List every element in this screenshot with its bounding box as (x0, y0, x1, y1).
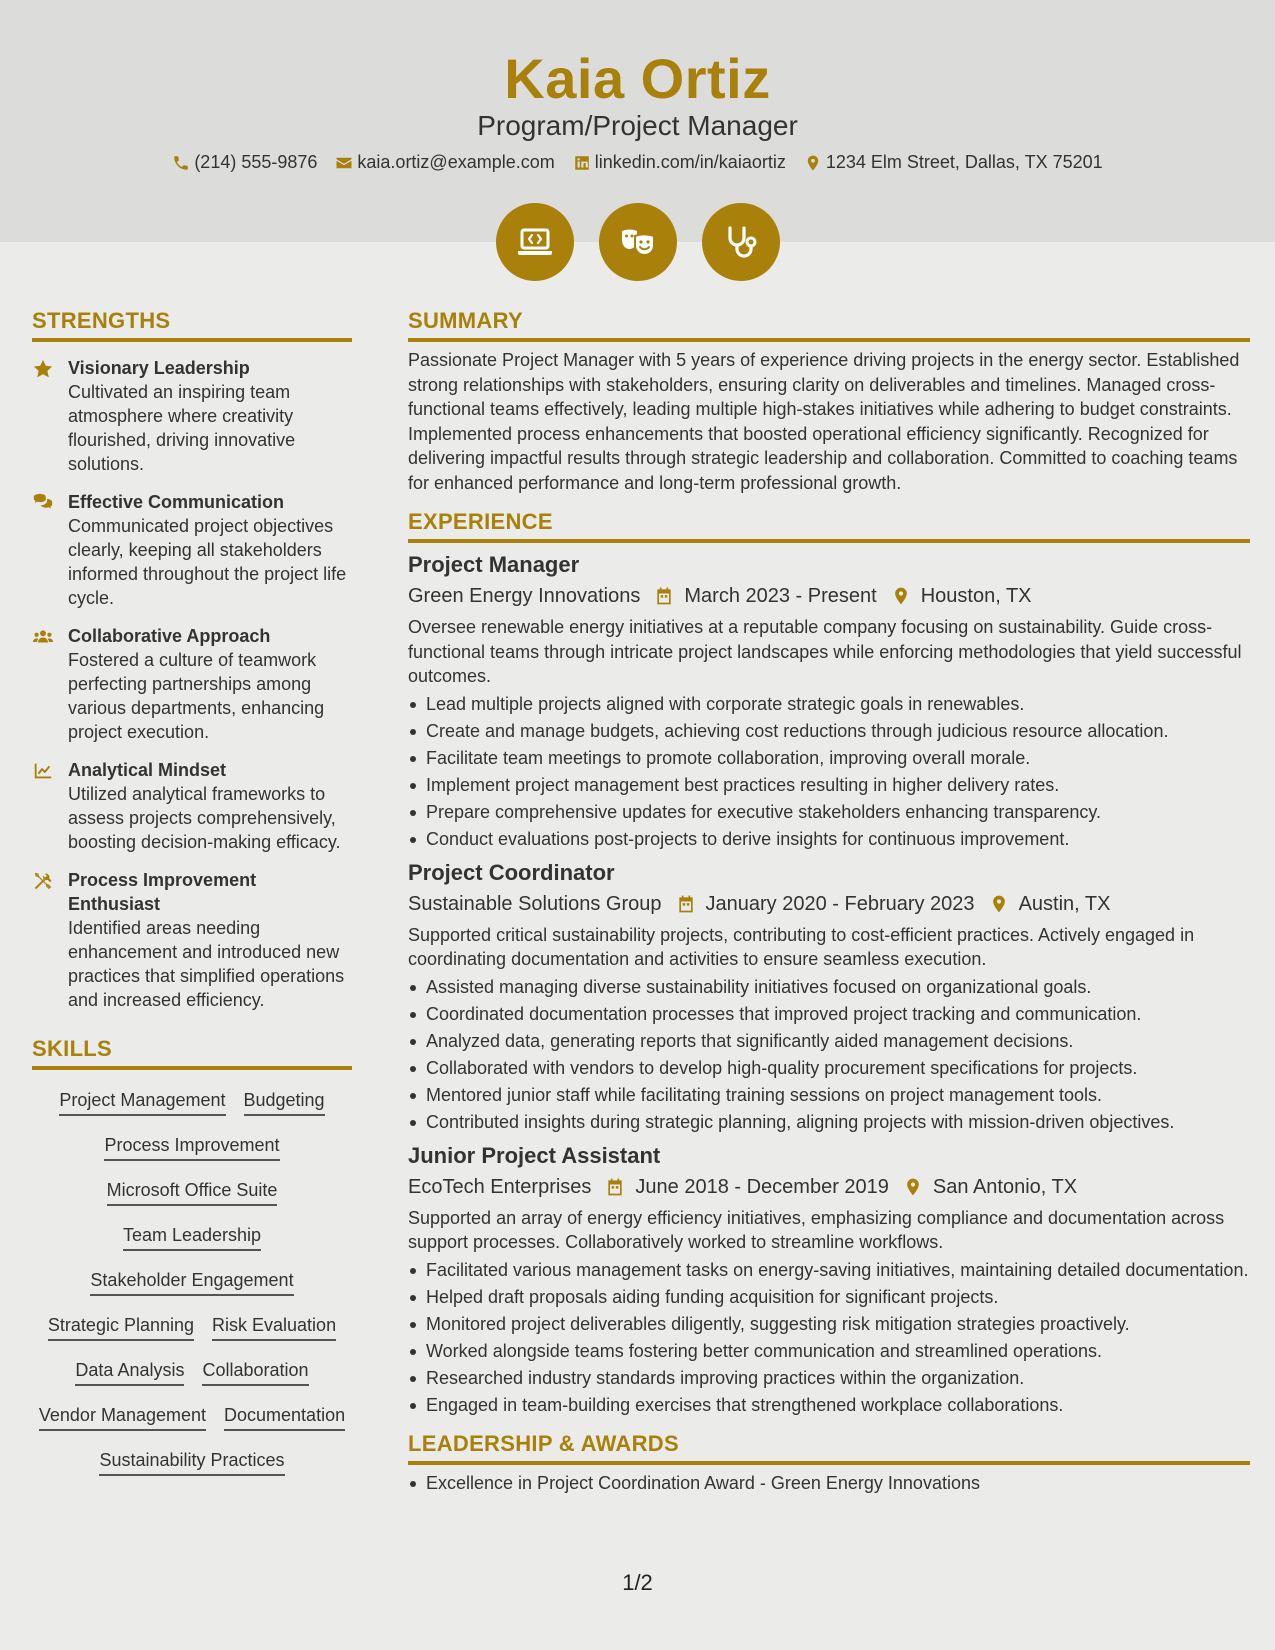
list-item: Facilitated various management tasks on energy-saving initiatives, maintaining detailed documentation. (408, 1258, 1250, 1282)
phone-icon (172, 154, 190, 172)
job-title: Project Manager (408, 552, 580, 577)
skills-heading: SKILLS (32, 1036, 352, 1070)
job-description: Supported critical sustainability projects, contributing to cost-efficient practices. Actively engaged in coordinating documentation and activities to ensure seamless execution. (408, 924, 1195, 969)
laptop-code-badge (496, 203, 574, 281)
strength-name: Effective Communication (68, 492, 285, 512)
strengths-heading: STRENGTHS (32, 308, 352, 342)
job-entry (408, 859, 1250, 1134)
job-meta (408, 891, 1250, 917)
strength-item (32, 868, 352, 1012)
job-title: Junior Project Assistant (408, 1142, 661, 1168)
users-icon (32, 626, 54, 648)
envelope-icon (335, 154, 353, 172)
skill-tag: Vendor Management (39, 1405, 206, 1431)
job-meta (408, 583, 1250, 609)
list-item: Worked alongside teams fostering better communication and streamlined operations. (408, 1339, 1250, 1363)
candidate-title: Program/Project Manager (477, 110, 798, 141)
summary-heading: SUMMARY (408, 308, 1250, 342)
contact-bar (0, 152, 1275, 173)
job-meta (408, 1174, 1250, 1200)
map-marker-icon (903, 1177, 923, 1197)
stethoscope-icon (721, 222, 761, 262)
right-column (408, 308, 1250, 1495)
tools-icon (32, 870, 54, 892)
job-company: EcoTech Enterprises (408, 1175, 592, 1198)
laptop-code-icon (515, 222, 555, 262)
job-bullets (408, 692, 1250, 851)
strength-name: Process Improvement Enthusiast (68, 870, 257, 914)
job-description: Oversee renewable energy initiatives at a reputable company focusing on sustainability. Guide cross-functional teams through intricate project landscapes while enforcing methodologies that yield successful outcomes. (408, 617, 1242, 686)
strength-desc: Fostered a culture of teamwork perfecting partnerships among various departments, enhancing project execution. (68, 650, 325, 742)
contact-linkedin[interactable] (573, 152, 786, 173)
linkedin-icon (573, 154, 591, 172)
list-item: Mentored junior staff while facilitating training sessions on project management tools. (408, 1083, 1250, 1107)
list-item: Coordinated documentation processes that improved project tracking and communication. (408, 1002, 1250, 1026)
job-company: Green Energy Innovations (408, 585, 641, 607)
chart-line-icon (32, 760, 54, 782)
strength-desc: Utilized analytical frameworks to assess projects comprehensively, boosting decision-making efficacy. (68, 784, 341, 852)
list-item: Contributed insights during strategic planning, aligning projects with mission-driven objectives. (408, 1110, 1250, 1134)
list-item: Facilitate team meetings to promote collaboration, improving overall morale. (408, 746, 1250, 770)
list-item: Assisted managing diverse sustainability initiatives focused on organizational goals. (408, 975, 1250, 999)
theater-masks-icon (618, 222, 658, 262)
address-text: 1234 Elm Street, Dallas, TX 75201 (825, 152, 1103, 172)
strength-name: Collaborative Approach (68, 626, 271, 646)
strength-item (32, 624, 352, 744)
map-marker-icon (804, 154, 822, 172)
list-item: Researched industry standards improving practices within the organization. (408, 1366, 1250, 1390)
list-item: Implement project management best practices resulting in higher delivery rates. (408, 773, 1250, 797)
job-company: Sustainable Solutions Group (408, 892, 662, 915)
list-item: Prepare comprehensive updates for executive stakeholders enhancing transparency. (408, 800, 1250, 824)
list-item: Engaged in team-building exercises that strengthened workplace collaborations. (408, 1393, 1250, 1417)
calendar-icon (605, 1177, 625, 1197)
experience-heading: EXPERIENCE (408, 509, 1250, 543)
skill-tag: Budgeting (244, 1090, 325, 1116)
skill-tag: Risk Evaluation (212, 1315, 336, 1341)
strength-item (32, 490, 352, 610)
list-item: Analyzed data, generating reports that significantly aided management decisions. (408, 1029, 1250, 1053)
list-item: Monitored project deliverables diligently, suggesting risk mitigation strategies proactively. (408, 1312, 1250, 1336)
strength-item (32, 356, 352, 476)
comments-icon (32, 492, 54, 514)
job-location: Houston, TX (920, 585, 1032, 607)
stethoscope-badge (702, 203, 780, 281)
skill-tag: Sustainability Practices (99, 1450, 284, 1476)
email-text: kaia.ortiz@example.com (357, 152, 555, 172)
linkedin-text: linkedin.com/in/kaiaortiz (594, 152, 786, 172)
strength-name: Analytical Mindset (68, 760, 227, 780)
list-item: Helped draft proposals aiding funding acquisition for significant projects. (408, 1285, 1250, 1309)
theater-masks-badge (599, 203, 677, 281)
job-location: San Antonio, TX (932, 1175, 1078, 1198)
strength-desc: Cultivated an inspiring team atmosphere where creativity flourished, driving innovative solutions. (68, 382, 296, 474)
skill-tag: Documentation (224, 1405, 345, 1431)
job-description: Supported an array of energy efficiency initiatives, emphasizing compliance and documentation across support processes. Collaboratively worked to streamline workflows. (408, 1207, 1225, 1252)
job-dates: January 2020 - February 2023 (705, 892, 975, 915)
job-dates: June 2018 - December 2019 (635, 1175, 889, 1198)
page-number: 1/2 (622, 1570, 653, 1595)
skill-tag: Team Leadership (123, 1225, 261, 1251)
list-item: Create and manage budgets, achieving cost reductions through judicious resource allocation. (408, 719, 1250, 743)
star-icon (32, 358, 54, 380)
contact-phone[interactable] (172, 152, 317, 173)
skill-tag: Microsoft Office Suite (107, 1180, 278, 1206)
skill-tag: Data Analysis (75, 1360, 184, 1386)
skill-tag: Stakeholder Engagement (90, 1270, 293, 1296)
skills-list (32, 1090, 352, 1476)
map-marker-icon (989, 894, 1009, 914)
calendar-icon (654, 586, 674, 606)
awards-list (408, 1471, 1250, 1495)
job-title: Project Coordinator (408, 859, 615, 885)
list-item: Conduct evaluations post-projects to derive insights for continuous improvement. (408, 827, 1250, 851)
strength-desc: Communicated project objectives clearly, keeping all stakeholders informed throughout the project life cycle. (68, 516, 347, 608)
skill-tag: Collaboration (202, 1360, 308, 1386)
job-entry (408, 551, 1250, 851)
list-item: Lead multiple projects aligned with corporate strategic goals in renewables. (408, 692, 1250, 716)
phone-text: (214) 555-9876 (194, 152, 318, 172)
contact-email[interactable] (335, 152, 554, 173)
skill-tag: Project Management (59, 1090, 225, 1116)
calendar-icon (676, 894, 696, 914)
strength-name: Visionary Leadership (68, 358, 250, 378)
skill-tag: Strategic Planning (48, 1315, 194, 1341)
interest-badges (0, 203, 1275, 281)
job-entry (408, 1142, 1250, 1417)
contact-address (804, 152, 1103, 173)
left-column (32, 308, 352, 1476)
job-dates: March 2023 - Present (684, 585, 877, 607)
job-bullets (408, 1258, 1250, 1417)
candidate-name: Kaia Ortiz (504, 47, 771, 110)
list-item: Collaborated with vendors to develop high-quality procurement specifications for projects. (408, 1056, 1250, 1080)
awards-heading: LEADERSHIP & AWARDS (408, 1431, 1250, 1465)
skill-tag: Process Improvement (104, 1135, 279, 1161)
list-item: Excellence in Project Coordination Award - Green Energy Innovations (408, 1471, 1250, 1495)
summary-text: Passionate Project Manager with 5 years of experience driving projects in the energy sector. Established strong relationships with stakeholders, ensuring clarity on deliverables and timelines. Managed cross-functional teams effectively, leading multiple high-stakes initiatives while adhering to budget constraints. Implemented process enhancements that boosted operational efficiency significantly. Recognized for delivering impactful results through strategic leadership and collaboration. Committed to coaching teams for enhanced performance and long-term professional growth. (408, 350, 1240, 493)
strength-item (32, 758, 352, 854)
job-bullets (408, 975, 1250, 1134)
job-location: Austin, TX (1018, 892, 1111, 915)
strength-desc: Identified areas needing enhancement and introduced new practices that simplified operations and increased efficiency. (68, 918, 345, 1010)
map-marker-icon (891, 586, 911, 606)
